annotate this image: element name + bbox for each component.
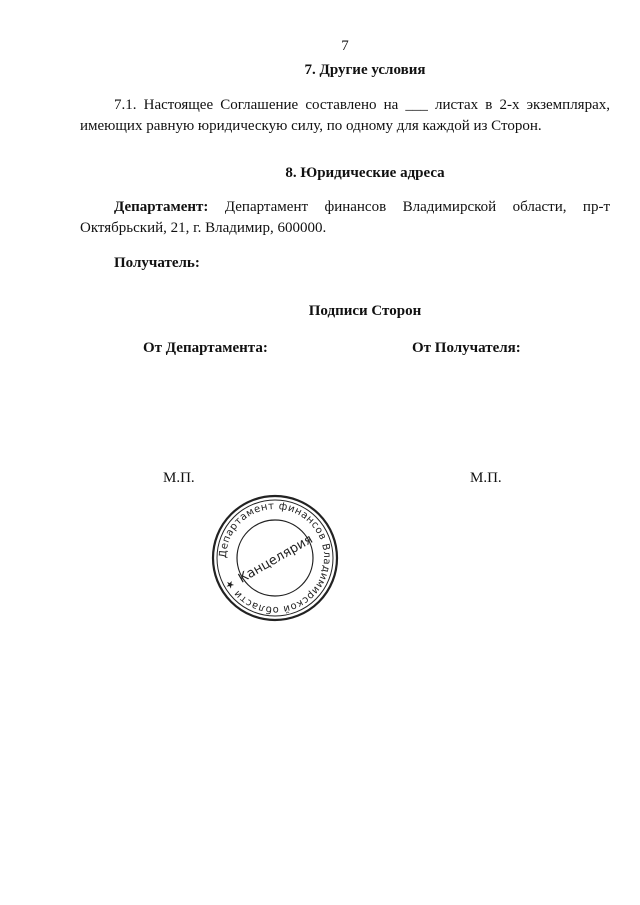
department-label: Департамент: [114, 199, 209, 215]
stamp-place-left: М.П. [163, 470, 195, 486]
section-7-title: 7. Другие условия [304, 62, 426, 78]
signature-department-label: От Департамента: [143, 340, 268, 356]
paragraph-7-1: 7.1. Настоящее Соглашение составлено на ___ листах в 2-х экземплярах, имеющих равную юридическую силу, по одному для каждой из Сторон. [80, 97, 610, 134]
signatures-title: Подписи Сторон [308, 303, 422, 319]
seal-ring-text: Департамент финансов Владимирской области ★ [217, 500, 333, 616]
seal-center-text: Канцелярия [235, 532, 316, 587]
recipient-label: Получатель: [114, 255, 200, 271]
seal-graphic [210, 493, 340, 623]
office-seal [210, 493, 340, 623]
signature-recipient-label: От Получателя: [412, 340, 521, 356]
section-8-title: 8. Юридические адреса [285, 165, 445, 181]
department-address [80, 197, 610, 239]
page-number: 7 [341, 38, 349, 54]
stamp-place-right: М.П. [470, 470, 502, 486]
department-text: Департамент финансов Владимирской области, пр-т Октябрьский, 21, г. Владимир, 600000. [80, 199, 611, 236]
